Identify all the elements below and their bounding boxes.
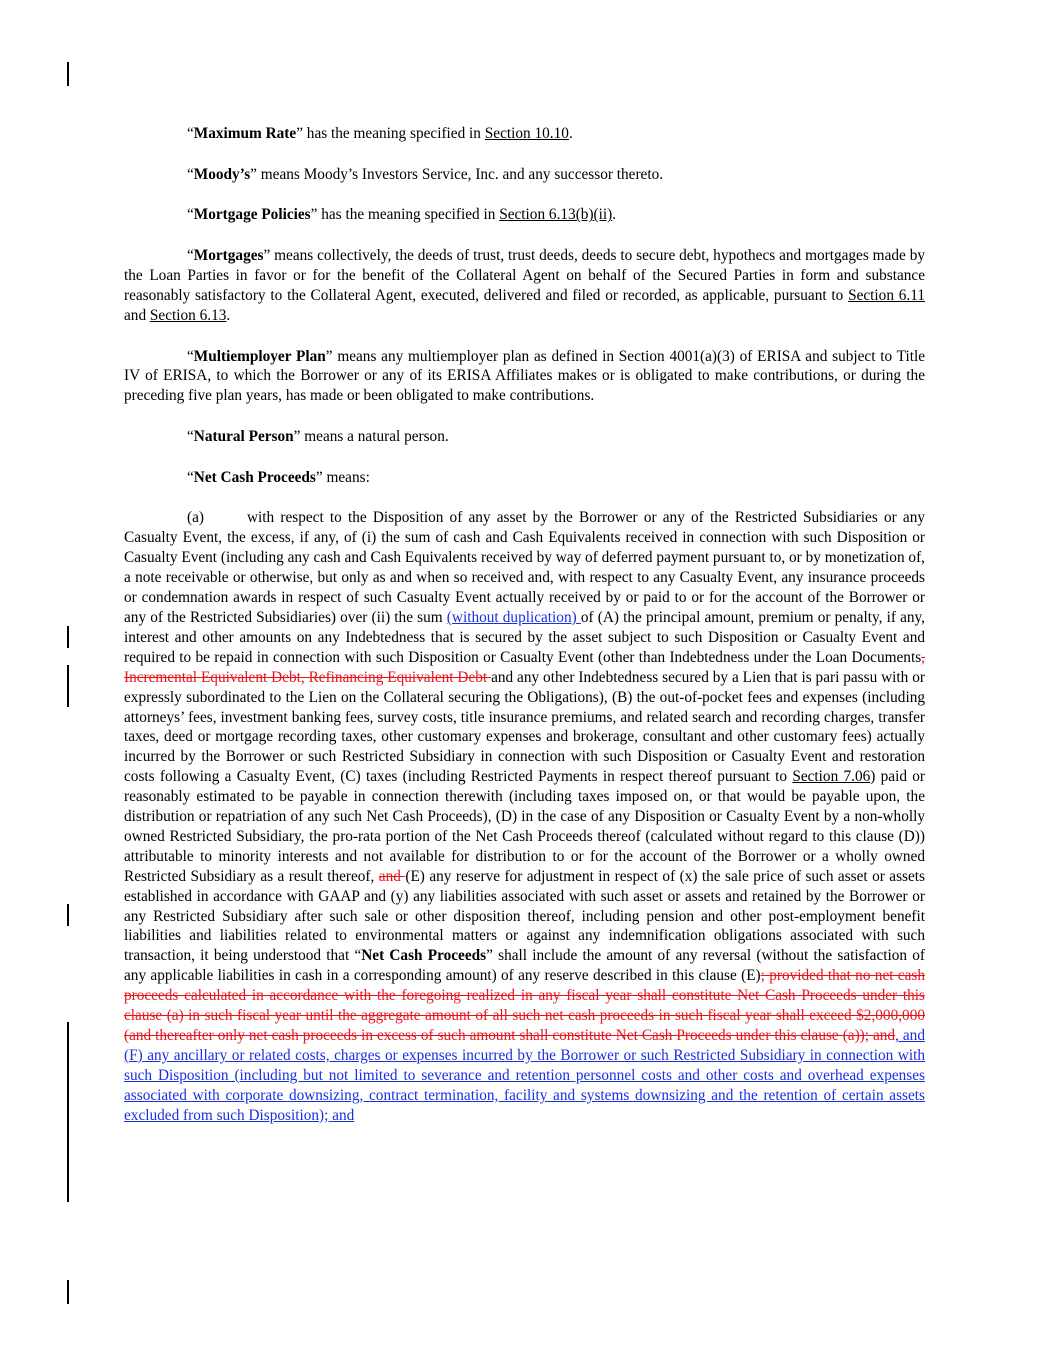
deleted-text: and	[378, 867, 406, 885]
clause-label: (a)	[187, 509, 204, 527]
definition-moodys: “Moody’s” means Moody’s Investors Service, Inc. and any successor thereto.	[187, 165, 664, 183]
definition-multiemployer-plan: “Multiemployer Plan” means any multiemployer plan as defined in Section 4001(a)(3) of ERISA and subject to Title IV of ERISA, to which the Borrower or any of its ERISA Affiliates makes or is obligated to make contributions, or during the preceding five plan years, has made or been obligated to make contributions.	[124, 347, 925, 405]
clause-a: (a) with respect to the Disposition of any asset by the Borrower or any of the Restricted Subsidiaries or any Casualty Event, the excess, if any, of (i) the sum of cash and Cash Equivalents received in connection with such Disposition or Casualty Event (including any cash and Cash Equivalents received by way of deferred payment pursuant to, or by monetization of, a note receivable or otherwise, but only as and when so received and, with respect to any Casualty Event, any insurance proceeds or condemnation awards in respect of such Casualty Event actually received by or paid to or for the account of the Borrower or any of the Restricted Subsidiaries) over (ii) the sum (without duplication) of (A) the principal amount, premium or penalty, if any, interest and other amounts on any Indebtedness that is secured by the asset subject to such Disposition or Casualty Event and required to be repaid in connection with such Disposition or Casualty Event (other than Indebtedness under the Loan Documents, Incremental Equivalent Debt, Refinancing Equivalent Debt and any other Indebtedness secured by a Lien that is pari passu with or expressly subordinated to the Lien on the Collateral securing the Obligations), (B) the out-of-pocket fees and expenses (including attorneys’ fees, investment banking fees, survey costs, title insurance premiums, and related search and recording charges, transfer taxes, deed or mortgage recording taxes, other customary expenses and brokerage, consultant and other customary fees) actually incurred by the Borrower or such Restricted Subsidiary in connection with such Disposition or Casualty Event and restoration costs following a Casualty Event, (C) taxes (including Restricted Payments in respect thereof pursuant to Section 7.06) paid or reasonably estimated to be payable in connection therewith (including taxes imposed on, or that would be payable upon, the distribution or repatriation of any such Net Cash Proceeds), (D) in the case of any Disposition or Casualty Event by a non-wholly owned Restricted Subsidiary, the pro-rata portion of the Net Cash Proceeds thereof (calculated without regard to this clause (D)) attributable to minority interests and not available for distribution to or for the account of the Borrower or a wholly owned Restricted Subsidiary as a result thereof, and (E) any reserve for adjustment in respect of (x) the sale price of such asset or assets established in accordance with GAAP and (y) any liabilities associated with such asset or assets and retained by the Borrower or any Restricted Subsidiary after such sale or other disposition thereof, including pension and other post-employment benefit liabilities and liabilities related to environmental matters or against any indemnification obligations associated with such transaction, it being understood that “Net Cash Proceeds” shall include the amount of any reversal (without the satisfaction of any applicable liabilities in cash in a corresponding amount) of any reserve described in this clause (E); provided that no net cash proceeds calculated in accordance with the foregoing realized in any fiscal year shall constitute Net Cash Proceeds under this clause (a) in such fiscal year until the aggregate amount of all such net cash proceeds in such fiscal year shall exceed $2,000,000 (and thereafter only net cash proceeds in excess of such amount shall constitute Net Cash Proceeds under this clause (a)); and, and (F) any ancillary or related costs, charges or expenses incurred by the Borrower or such Restricted Subsidiary in connection with such Disposition (including but not limited to severance and retention personnel costs and other costs and overhead expenses associated with corporate downsizing, contract termination, facility and systems downsizing and the retention of certain assets excluded from such Disposition); and	[124, 509, 925, 1124]
change-bar	[67, 62, 69, 86]
deleted-text: ; provided that no net cash proceeds calculated in accordance with the foregoing realized in any fiscal year shall constitute Net Cash Proceeds under this clause (a) in such fiscal year until the aggregate amount of all such net cash proceeds in such fiscal year shall exceed $2,000,000 (and thereafter only net cash proceeds in excess of such amount shall constitute Net Cash Proceeds under this clause (a)); and	[124, 967, 925, 1045]
change-bar	[67, 665, 69, 707]
definition-mortgages: “Mortgages” means collectively, the deeds of trust, trust deeds, deeds to secure debt, hypothecs and mortgages made by the Loan Parties in favor or for the benefit of the Collateral Agent on behalf of the Secured Parties in form and substance reasonably satisfactory to the Collateral Agent, executed, delivered and filed or recorded, as applicable, pursuant to Section 6.11 and Section 6.13.	[124, 247, 925, 324]
change-bar	[67, 904, 69, 926]
defined-term: Multiemployer Plan	[193, 347, 326, 365]
defined-term: Maximum Rate	[193, 125, 297, 142]
definition-net-cash-proceeds: “Net Cash Proceeds” means:	[187, 468, 370, 486]
defined-term: Natural Person	[193, 428, 294, 446]
deleted-text: , Incremental Equivalent Debt, Refinancing Equivalent Debt	[124, 648, 925, 686]
defined-term: Moody’s	[193, 165, 251, 183]
defined-term: Net Cash Proceeds	[361, 947, 487, 965]
change-bar	[67, 1022, 69, 1202]
change-bar	[67, 1280, 69, 1304]
document-body	[124, 124, 925, 1126]
change-bar	[67, 626, 69, 648]
defined-term: Mortgage Policies	[193, 206, 311, 224]
section-reference: Section 10.10	[484, 125, 569, 142]
inserted-text: (without duplication)	[446, 608, 581, 626]
defined-term: Mortgages	[193, 247, 264, 265]
definition-mortgage-policies: “Mortgage Policies” has the meaning specified in Section 6.13(b)(ii).	[187, 206, 617, 224]
section-reference: Section 6.13	[149, 306, 227, 324]
section-reference: Section 7.06	[792, 768, 871, 786]
definition-natural-person: “Natural Person” means a natural person.	[187, 428, 449, 446]
inserted-text: , and (F) any ancillary or related costs, charges or expenses incurred by the Borrower or such Restricted Subsidiary in connection with such Disposition (including but not limited to severance and retention personnel costs and other costs and overhead expenses associated with corporate downsizing, contract termination, facility and systems downsizing and the retention of certain assets excluded from such Disposition); and	[124, 1027, 925, 1124]
section-reference: Section 6.13(b)(ii)	[499, 206, 613, 224]
definition-maximum-rate: “Maximum Rate” has the meaning specified in Section 10.10.	[187, 125, 573, 142]
section-reference: Section 6.11	[848, 286, 925, 304]
defined-term: Net Cash Proceeds	[193, 468, 316, 486]
